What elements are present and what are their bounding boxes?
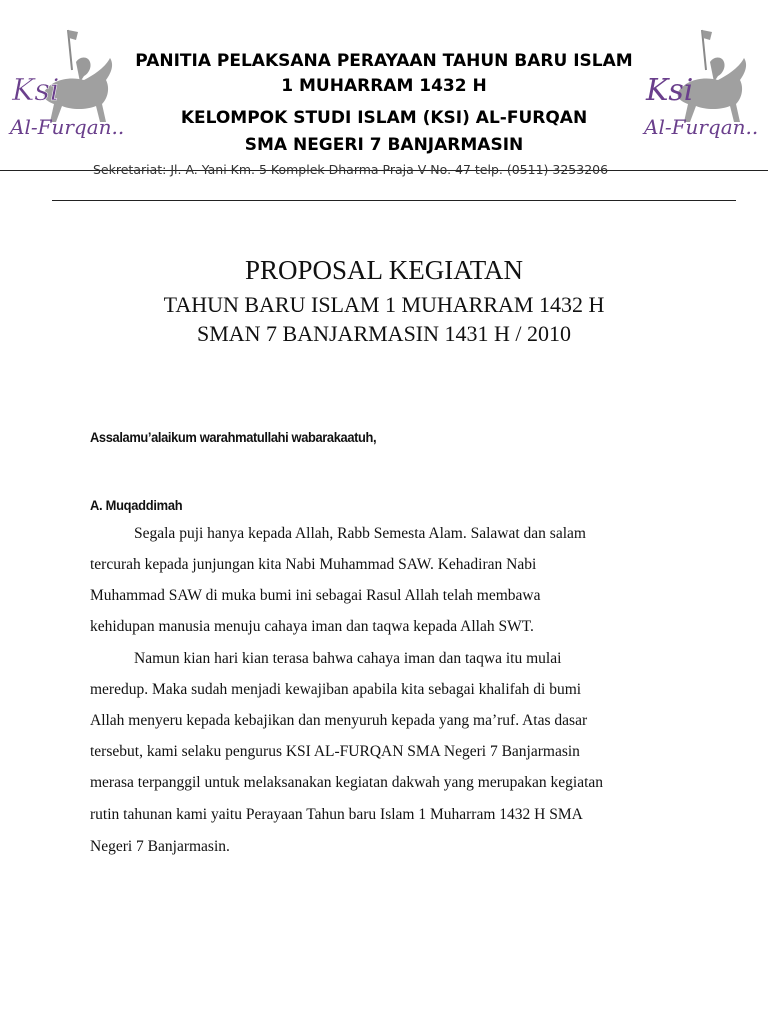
paragraph-line: tercurah kepada junjungan kita Nabi Muhammad SAW. Kehadiran Nabi bbox=[90, 556, 537, 573]
letterhead-school: SMA NEGERI 7 BANJARMASIN bbox=[244, 135, 524, 155]
letterhead-committee: PANITIA PELAKSANA PERAYAAN TAHUN BARU ISLAM bbox=[135, 51, 633, 71]
paragraph-line: kehidupan manusia menuju cahaya iman dan taqwa kepada Allah SWT. bbox=[90, 618, 534, 635]
paragraph-line: Namun kian hari kian terasa bahwa cahaya iman dan taqwa itu mulai bbox=[134, 650, 562, 667]
letterhead-organization: KELOMPOK STUDI ISLAM (KSI) AL-FURQAN bbox=[180, 108, 588, 128]
paragraph-line: tersebut, kami selaku pengurus KSI AL-FURQAN SMA Negeri 7 Banjarmasin bbox=[90, 743, 580, 760]
logo-ksi-text: Ksi bbox=[12, 73, 60, 108]
document-title: PROPOSAL KEGIATAN bbox=[244, 255, 524, 285]
paragraph-line: Muhammad SAW di muka bumi ini sebagai Rasul Allah telah membawa bbox=[90, 587, 541, 604]
logo-alfurqan-text: Al-Furqan.. bbox=[644, 115, 759, 139]
letterhead-date: 1 MUHARRAM 1432 H bbox=[281, 76, 487, 96]
letterhead-divider-bottom bbox=[52, 200, 736, 201]
section-heading: A. Muqaddimah bbox=[90, 497, 183, 513]
logo-ksi-text: Ksi bbox=[646, 73, 694, 108]
letterhead-secretariat: Sekretariat: Jl. A. Yani Km. 5 Komplek Dharma Praja V No. 47 telp. (0511) 3253206 bbox=[93, 162, 609, 177]
paragraph-line: Segala puji hanya kepada Allah, Rabb Semesta Alam. Salawat dan salam bbox=[134, 525, 586, 542]
greeting: Assalamu’alaikum warahmatullahi wabarakaatuh, bbox=[90, 429, 377, 445]
logo-alfurqan-text: Al-Furqan.. bbox=[10, 115, 125, 139]
document-subtitle-event: TAHUN BARU ISLAM 1 MUHARRAM 1432 H bbox=[163, 292, 605, 317]
paragraph-line: rutin tahunan kami yaitu Perayaan Tahun baru Islam 1 Muharram 1432 H SMA bbox=[90, 806, 583, 823]
document-subtitle-school: SMAN 7 BANJARMASIN 1431 H / 2010 bbox=[196, 321, 572, 346]
paragraph-line: Allah menyeru kepada kebajikan dan menyuruh kepada yang ma’ruf. Atas dasar bbox=[90, 712, 588, 729]
paragraph-line: meredup. Maka sudah menjadi kewajiban apabila kita sebagai khalifah di bumi bbox=[90, 681, 582, 698]
paragraph-line: merasa terpanggil untuk melaksanakan kegiatan dakwah yang merupakan kegiatan bbox=[90, 774, 604, 791]
paragraph-line: Negeri 7 Banjarmasin. bbox=[90, 838, 230, 855]
